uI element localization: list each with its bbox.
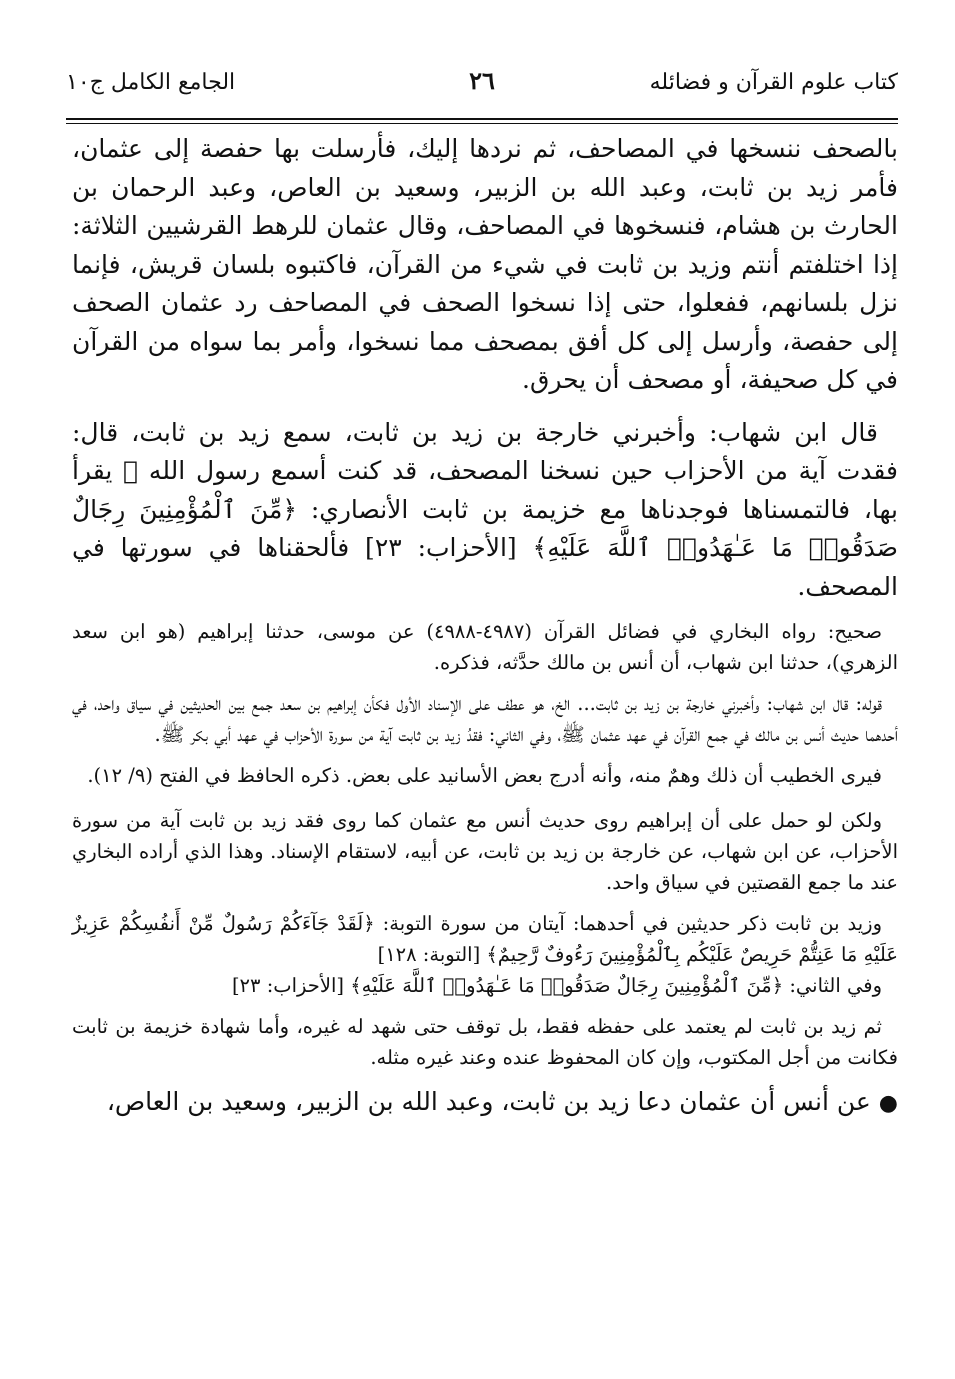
header-rule-thin [66,123,898,124]
paragraph-khuzayma: ثم زيد بن ثابت لم يعتمد على حفظه فقط، بل توقف حتى شهد له غيره، وأما شهادة خزيمة بن ثابت فكانت من أجل المكتوب، وإن كان المحفوظ عنده وعند غيره مثله. [72,1015,898,1069]
bullet-icon: ● [878,1091,898,1116]
paragraph-two-hadiths: وزيد بن ثابت ذكر حديثين في أحدهما: آيتان من سورة التوبة: ﴿لَقَدْ جَآءَكُمْ رَسُولٌ مِّنْ أَنفُسِكُمْ عَزِيزٌ عَلَيْهِ مَا عَنِتُّمْ حَرِيصٌ عَلَيْكُم بِٱلْمُؤْمِنِينَ رَءُوفٌ رَّحِيمٌ﴾ [التوبة: ١٢٨] [72,912,898,966]
paragraph-main-hadith: بالصحف ننسخها في المصاحف، ثم نردها إليك، فأرسلت بها حفصة إلى عثمان، فأمر زيد بن ثابت، وعبد الله بن الزبير، وسعيد بن العاص، وعبد الرحمان بن الحارث بن هشام، فنسخوها في المصاحف، وقال عثمان للرهط القرشيين الثلاثة: إذا اختلفتم أنتم وزيد بن ثابت في شيء من القرآن، فاكتبوه بلسان قريش، فإنما نزل بلسانهم، ففعلوا، حتى إذا نسخوا الصحف في المصاحف رد عثمان الصحف إلى حفصة، وأرسل إلى كل أفق بمصحف مما نسخوا، وأمر بما سواه من القرآن في كل صحيفة، أو مصحف أن يحرق. [72,134,898,394]
header-book-title: كتاب علوم القرآن و فضائله [649,70,898,95]
header-rule-thick [66,118,898,120]
paragraph-ibn-shihab: قال ابن شهاب: وأخبرني خارجة بن زيد بن ثابت، سمع زيد بن ثابت، قال: فقدت آية من الأحزاب حين نسخنا المصحف، قد كنت أسمع رسول الله ﷺ يقرأ بها، فالتمسناها فوجدناها مع خزيمة بن ثابت الأنصاري: ﴿مِّنَ ٱلْمُؤْمِنِينَ رِجَالٌ صَدَقُوا۟ مَا عَـٰهَدُوا۟ ٱللَّهَ عَلَيْهِ﴾ [الأحزاب: ٢٣] فألحقناها في سورتها في المصحف. [72,417,899,601]
paragraph-ibrahim: ولكن لو حمل على أن إبراهيم روى حديث أنس مع عثمان كما روى فقد زيد بن ثابت آية من سورة الأحزاب، عن ابن شهاب، عن خارجة بن زيد بن ثابت، عن أبيه، لاستقام الإسناد. وهذا الذي أراده البخاري عند ما جمع القصتين في سياق واحد. [72,809,898,894]
body-text [72,130,898,1123]
page-number: ٢٦ [469,66,495,95]
paragraph-takhrij: صحيح: رواه البخاري في فضائل القرآن (٤٩٨٧-٤٩٨٨) عن موسى، حدثنا إبراهيم (هو ابن سعد الزهري)، حدثنا ابن شهاب، أن أنس بن مالك حدَّثه، فذكره. [72,620,898,674]
paragraph-anas-bullet [72,1083,898,1123]
paragraph-second-verse: وفي الثاني: ﴿مِّنَ ٱلْمُؤْمِنِينَ رِجَالٌ صَدَقُوا۟ مَا عَـٰهَدُوا۟ ٱللَّهَ عَلَيْهِ﴾ [الأحزاب: ٢٣] [231,974,882,997]
running-header [66,64,898,100]
paragraph-khatib: فيرى الخطيب أن ذلك وهمٌ منه، وأنه أدرج بعض الأسانيد على بعض. ذكره الحافظ في الفتح (٩/ ١٢). [87,764,882,787]
paragraph-commentary-isnad: قوله: قال ابن شهاب: وأخبرني خارجة بن زيد بن ثابت... الخ، هو عطف على الإسناد الأول فكأن إبراهيم بن سعد جمع بين الحديثين في سياق واحد، في أحدهما حديث أنس بن مالك في جمع القرآن في عهد عثمان ﷺ، وفي الثاني: فقدُ زيد بن ثابت آية من سورة الأحزاب في عهد أبي بكر ﷺ. [72,692,898,746]
bullet-text: عن أنس أن عثمان دعا زيد بن ثابت، وعبد الله بن الزبير، وسعيد بن العاص، [106,1087,871,1116]
header-volume-title: الجامع الكامل ج١٠ [66,70,236,95]
